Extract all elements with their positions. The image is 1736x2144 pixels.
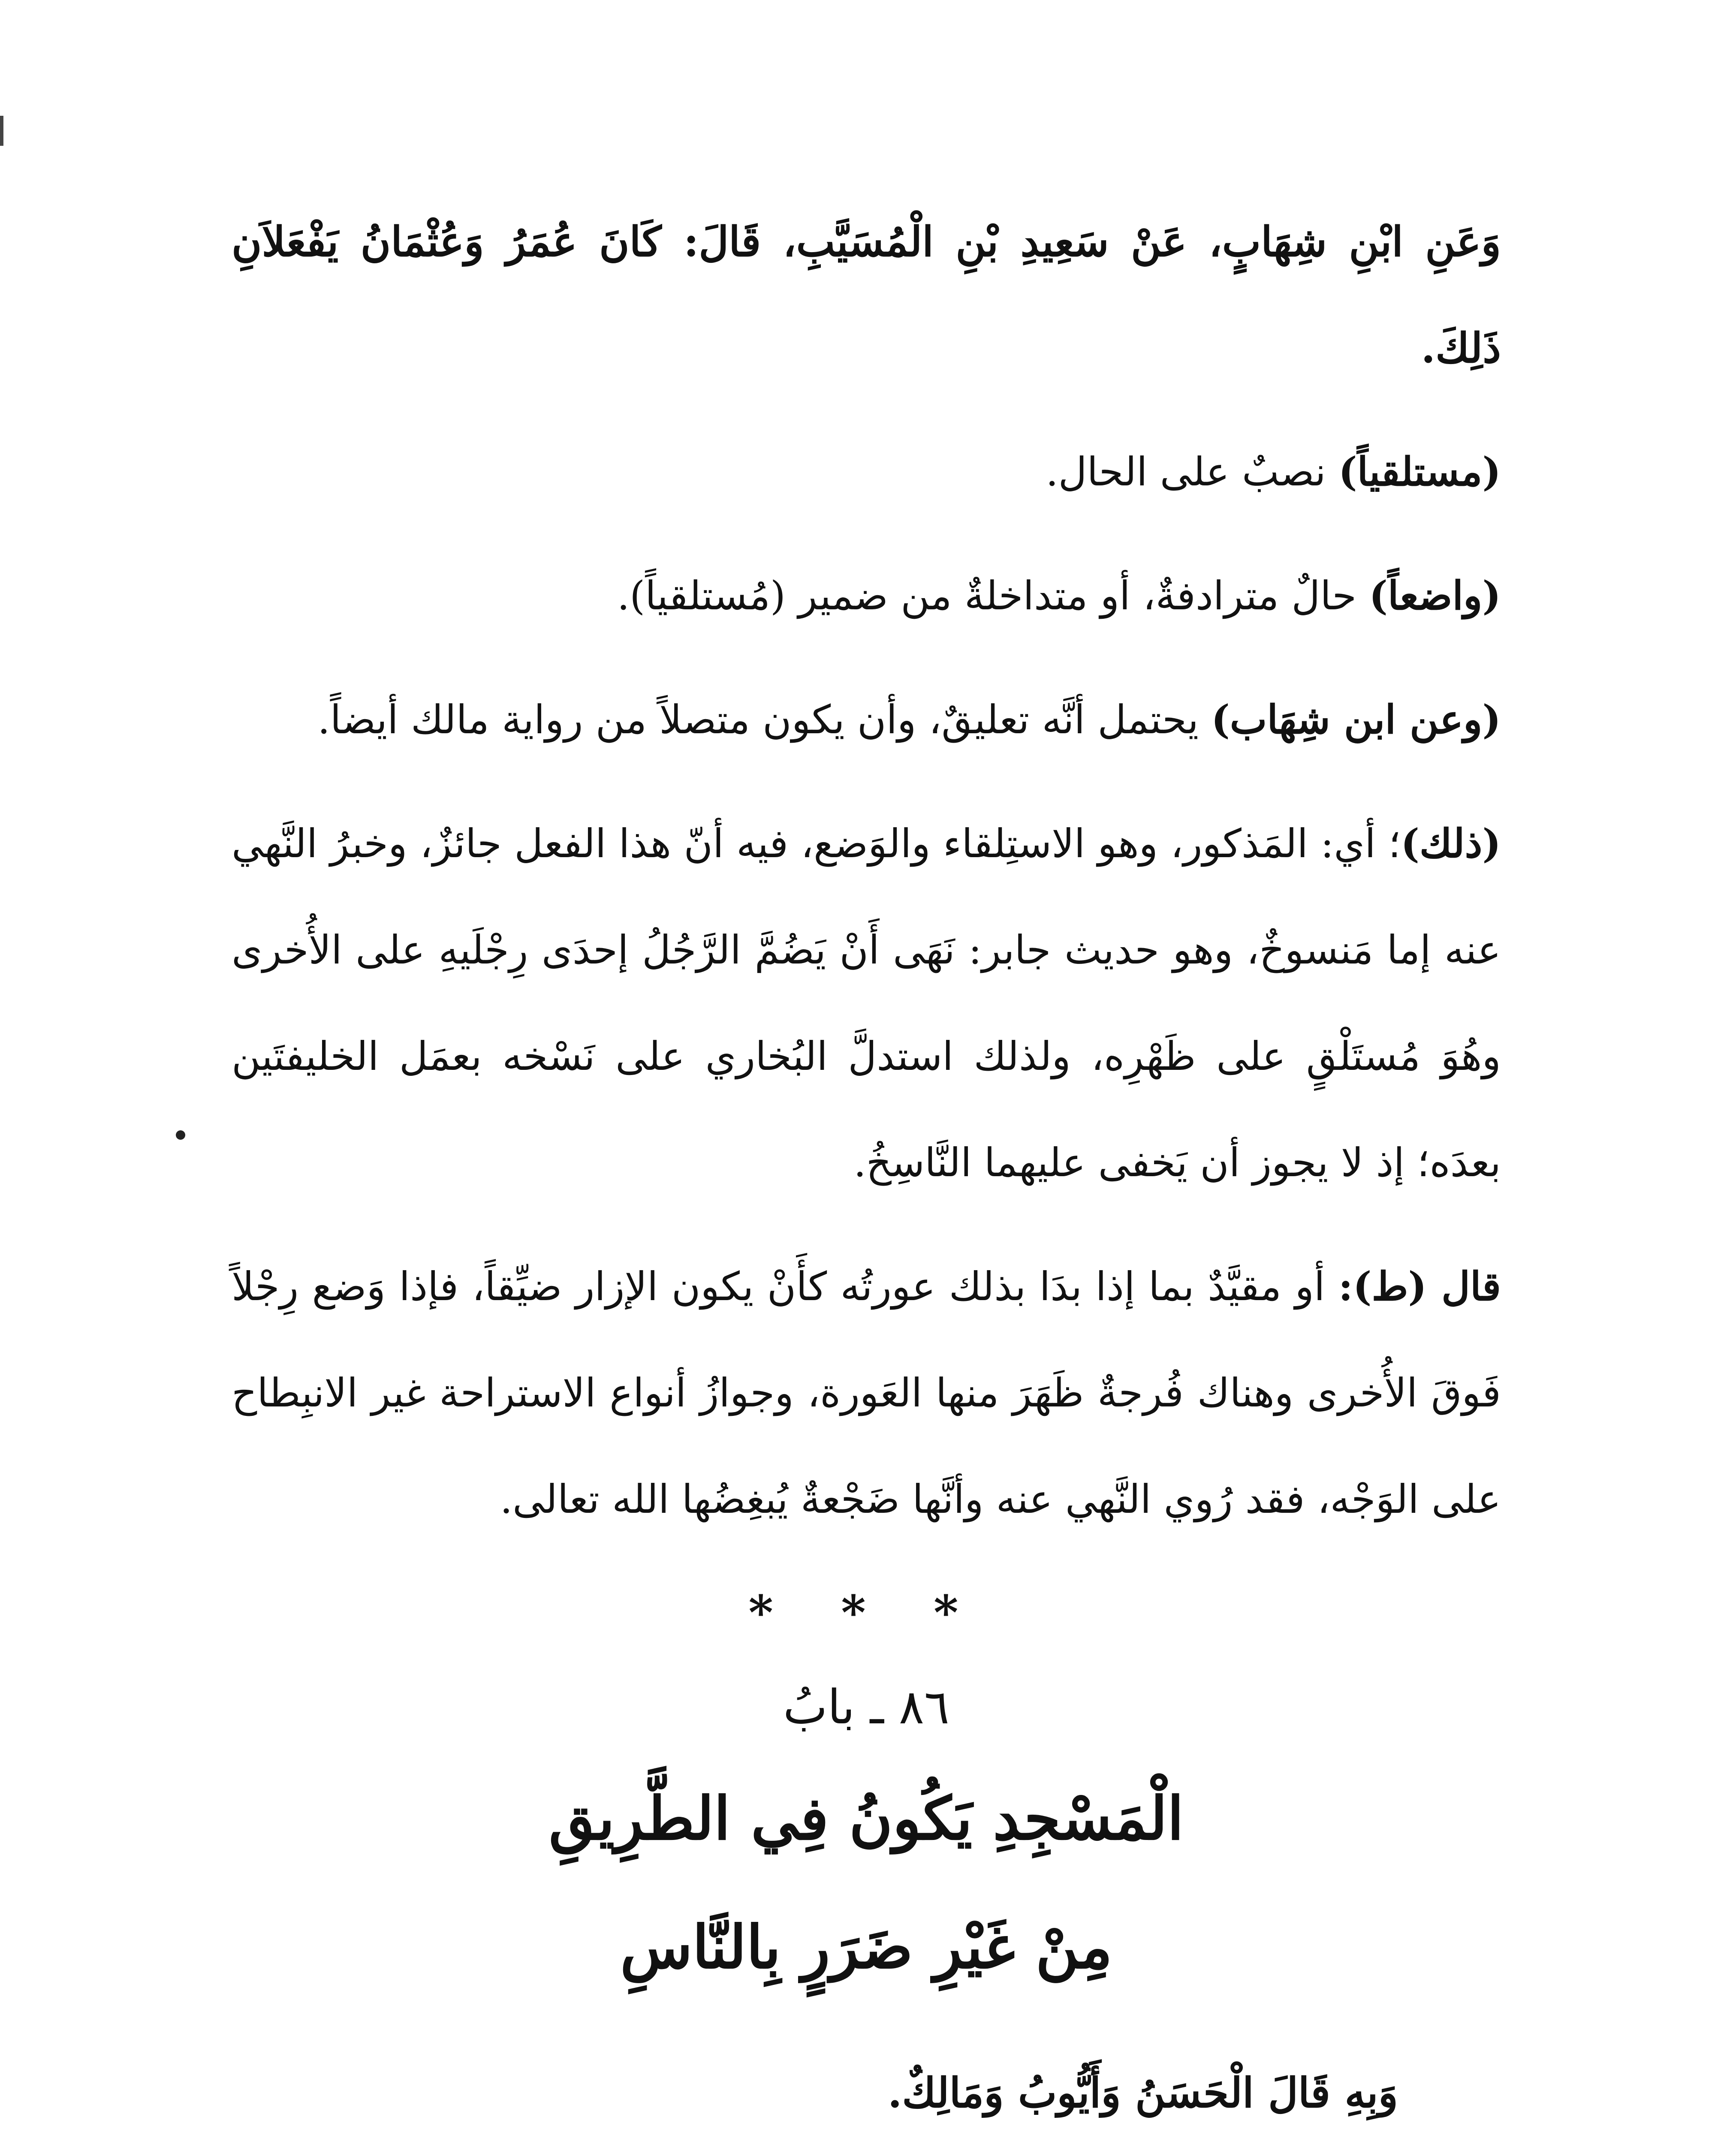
closing-statement: وَبِهِ قَالَ الْحَسَنُ وَأَيُّوبُ وَمَالِكٌ. (887, 2069, 1398, 2117)
margin-dot (176, 1130, 185, 1140)
commentary-head-2: (واضعاً) (1369, 572, 1501, 619)
chapter-title-line-2: مِنْ غَيْرِ ضَرَرٍ بِالنَّاسِ (620, 1912, 1112, 1982)
page-body (232, 189, 1501, 2144)
commentary-paragraph-3 (232, 666, 1501, 773)
commentary-text-5: أو مقيَّدٌ بما إذا بدَا بذلك عورتُه كأَنْ يكون الإزار ضيِّقاً، فإذا وَضع رِجْلاً فَوقَ الأُخرى وهناك فُرجةٌ ظَهَرَ منها العَورة، وجوازُ أنواع الاستراحة غير الانبِطاح على الوَجْه، فقد رُوي النَّهي عنه وأنَّها ضَجْعةٌ يُبغِضُها الله تعالى. (232, 1264, 1501, 1522)
commentary-head-3: (وعن ابن شِهَاب) (1211, 696, 1501, 743)
chapter-number: ٨٦ ـ بابُ (783, 1680, 949, 1734)
commentary-paragraph-2 (232, 542, 1501, 649)
commentary-text-2: حالٌ مترادفةٌ، أو متداخلةٌ من ضمير (مُستلقياً). (617, 573, 1369, 619)
section-separator: * * * (748, 1585, 984, 1640)
commentary-text-3: يحتمل أنَّه تعليقٌ، وأن يكون متصلاً من رواية مالك أيضاً. (317, 697, 1212, 743)
hadith-text-content: وَعَنِ ابْنِ شِهَابٍ، عَنْ سَعِيدِ بْنِ الْمُسَيَّبِ، قَالَ: كَانَ عُمَرُ وَعُثْمَانُ يَفْعَلاَنِ ذَلِكَ. (232, 217, 1501, 372)
scan-edge-mark (0, 116, 3, 146)
commentary-head-4: (ذلك) (1401, 820, 1501, 867)
chapter-title-line-1: الْمَسْجِدِ يَكُونُ فِي الطَّرِيقِ (549, 1783, 1184, 1853)
commentary-paragraph-4 (232, 790, 1501, 1216)
commentary-text-4: ؛ أي: المَذكور، وهو الاستِلقاء والوَضع، فيه أنّ هذا الفعل جائزٌ، وخبرُ النَّهي عنه إما مَنسوخٌ، وهو حديث جابر: نَهَى أَنْ يَضُمَّ الرَّجُلُ إحدَى رِجْلَيهِ على الأُخرى وهُوَ مُستَلْقٍ على ظَهْرِه، ولذلك استدلَّ البُخاري على نَسْخه بعمَل الخليفتَين بعدَه؛ إذ لا يجوز أن يَخفى عليهما النَّاسِخُ. (232, 821, 1501, 1186)
commentary-paragraph-1 (232, 419, 1501, 525)
commentary-head-1: (مستلقياً) (1338, 449, 1501, 495)
commentary-text-1: نصبٌ على الحال. (1046, 449, 1339, 495)
commentary-paragraph-5 (232, 1233, 1501, 1553)
commentary-head-5: قال (ط): (1338, 1263, 1501, 1310)
hadith-text (232, 189, 1501, 401)
